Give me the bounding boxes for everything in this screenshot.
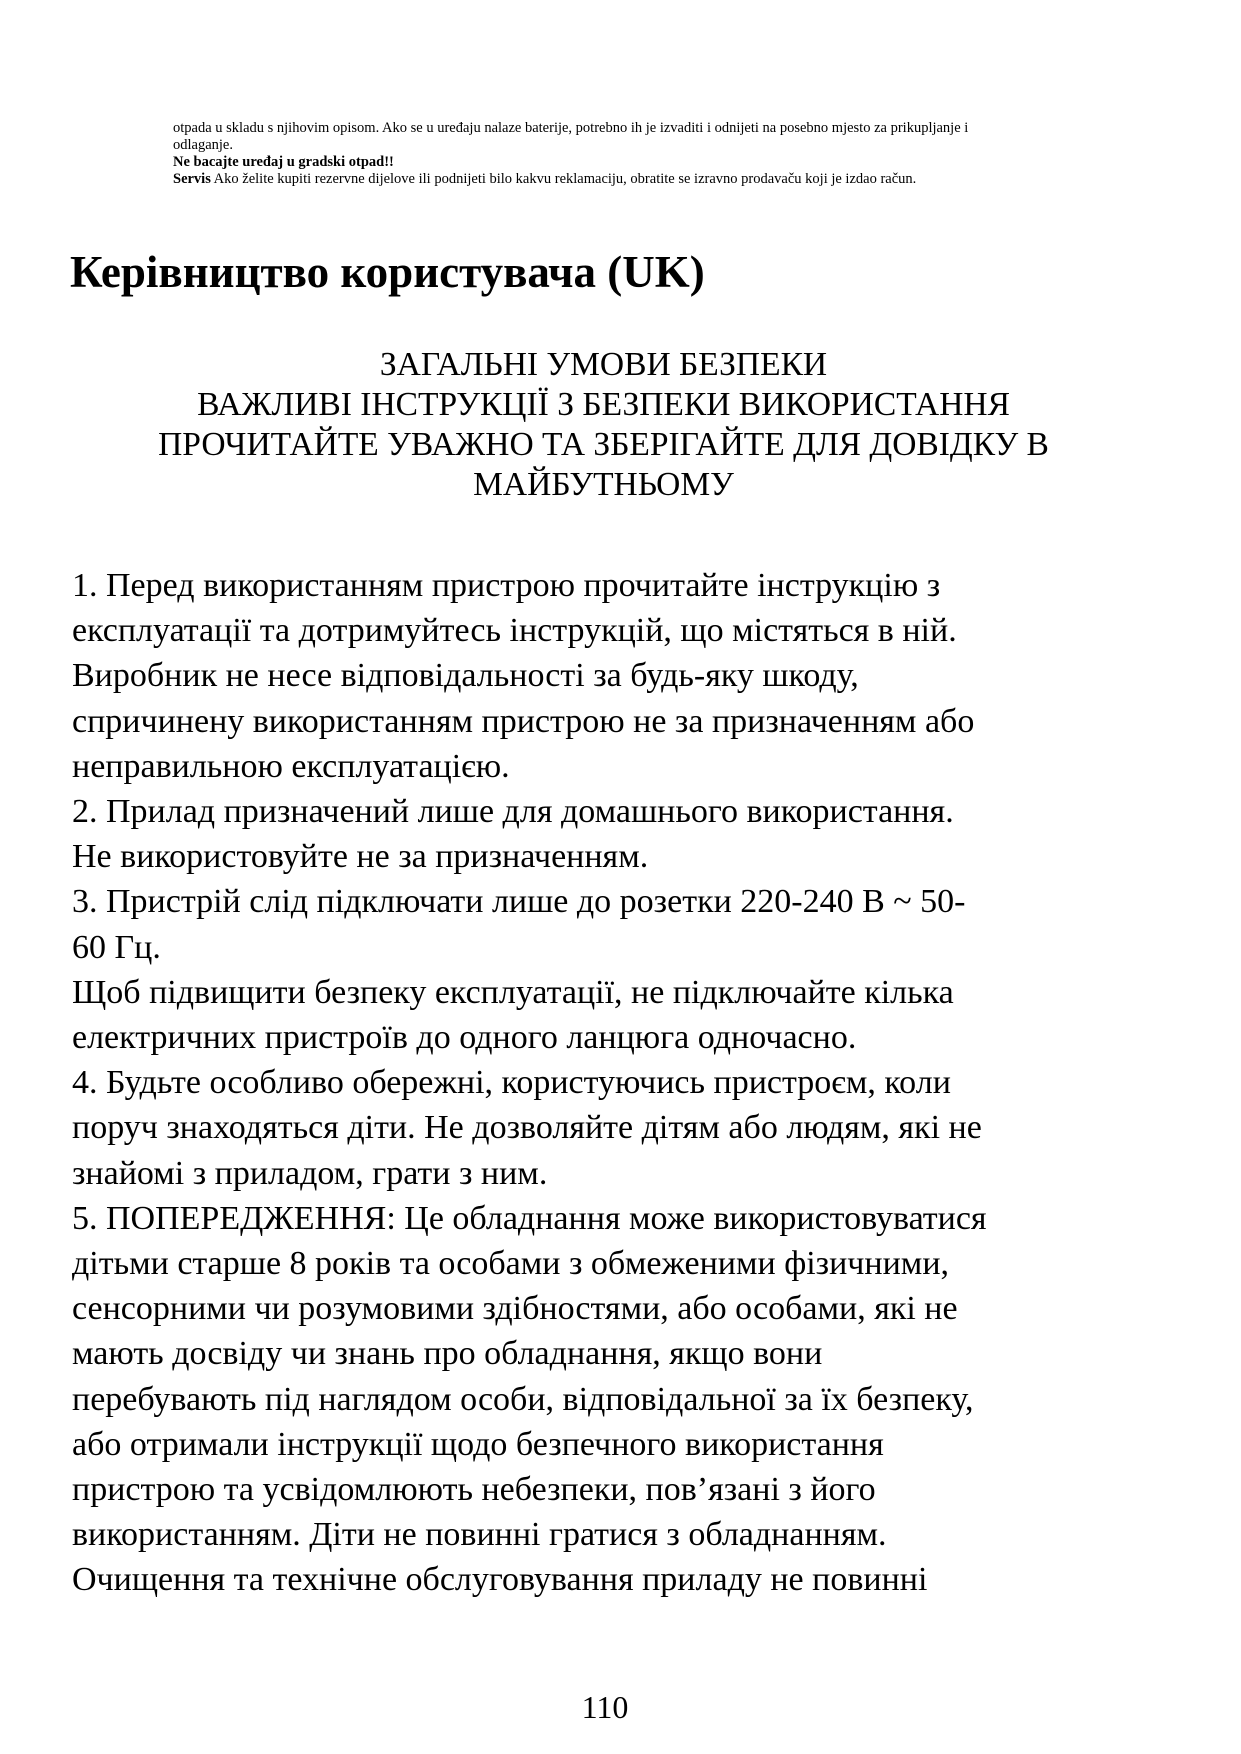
instruction-line: Щоб підвищити безпеку експлуатації, не підключайте кілька [72,973,954,1011]
instruction-line: 4. Будьте особливо обережні, користуючись пристроєм, коли [72,1064,951,1102]
safety-heading-line: МАЙБУТНЬОМУ [473,466,734,503]
disposal-text-line-2: odlaganje. [173,137,233,153]
service-text: Ako želite kupiti rezervne dijelove ili podnijeti bilo kakvu reklamaciju, obratite se izravno prodavaču koji je izdao račun. [210,171,917,187]
instruction-line: експлуатації та дотримуйтесь інструкцій, що містяться в ній. [72,612,957,650]
safety-heading-line: ЗАГАЛЬНІ УМОВИ БЕЗПЕКИ [379,346,828,383]
instruction-line: Виробник не несе відповідальності за будь-яку шкоду, [72,657,859,695]
previous-section-text [173,120,1103,188]
safety-heading-line: ПРОЧИТАЙТЕ УВАЖНО ТА ЗБЕРІГАЙТЕ ДЛЯ ДОВІДКУ В [158,426,1049,463]
instruction-line: Очищення та технічне обслуговування приладу не повинні [72,1561,928,1599]
instruction-line: Не використовуйте не за призначенням. [72,838,649,876]
page-number: 110 [581,1689,629,1725]
disposal-text-line-1: otpada u skladu s njihovim opisom. Ako se u uređaju nalaze baterije, potrebno ih je izvaditi i odnijeti na posebno mjesto za prikupljanje i [173,120,969,136]
instruction-line: 5. ПОПЕРЕДЖЕННЯ: Це обладнання може використовуватися [72,1199,987,1237]
instruction-line: знайомі з приладом, грати з ним. [72,1154,548,1192]
instruction-line: мають досвіду чи знань про обладнання, якщо вони [72,1335,823,1373]
disposal-warning [173,154,1103,171]
service-label: Servis [173,171,211,187]
instruction-line: 2. Прилад призначений лише для домашнього використання. [72,793,954,831]
instruction-line: поруч знаходяться діти. Не дозволяйте дітям або людям, які не [72,1109,982,1147]
instruction-line: 60 Гц. [72,928,161,966]
instruction-line: неправильною експлуатацією. [72,747,510,785]
instruction-line: перебувають під наглядом особи, відповідальної за їх безпеку, [72,1380,974,1418]
instruction-line: спричинену використанням пристрою не за призначенням або [72,702,975,740]
instruction-line: 3. Пристрій слід підключати лише до розетки 220-240 В ~ 50- [72,883,966,921]
instruction-line: пристрою та усвідомлюють небезпеки, пов’язані з його [72,1471,876,1509]
safety-instructions [72,563,1152,1603]
disposal-warning-text: Ne bacajte uređaj u gradski otpad!! [173,154,394,170]
service-note [173,171,1103,188]
safety-heading-line: ВАЖЛИВІ ІНСТРУКЦІЇ З БЕЗПЕКИ ВИКОРИСТАННЯ [197,386,1010,423]
instruction-line: 1. Перед використанням пристрою прочитайте інструкцію з [72,567,941,604]
safety-heading [70,345,1137,505]
instruction-line: використанням. Діти не повинні гратися з обладнанням. [72,1516,887,1554]
instruction-line: дітьми старше 8 років та особами з обмеженими фізичними, [72,1245,950,1283]
instruction-line: або отримали інструкції щодо безпечного використання [72,1425,884,1463]
instruction-line: сенсорними чи розумовими здібностями, або особами, які не [72,1290,958,1328]
instruction-line: електричних пристроїв до одного ланцюга одночасно. [72,1019,857,1057]
section-heading: Керівництво користувача (UK) [70,247,705,297]
